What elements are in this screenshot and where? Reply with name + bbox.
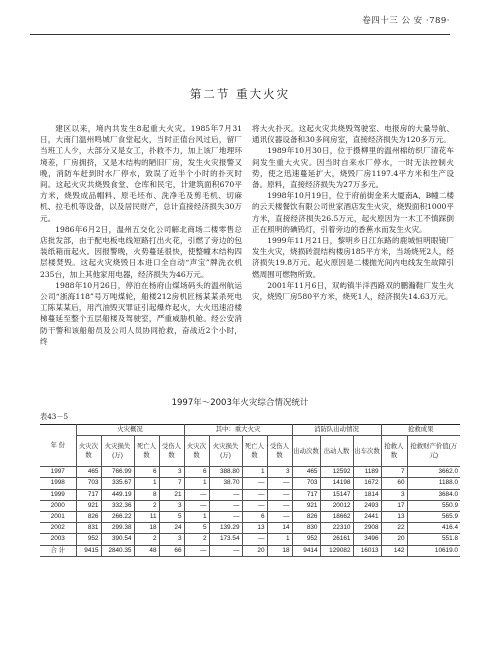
table-cell: 299.38 bbox=[101, 523, 134, 534]
table-cell: 388.80 bbox=[209, 467, 242, 478]
table-cell: 14 bbox=[267, 523, 292, 534]
table-cell: 952 bbox=[76, 534, 101, 545]
year-cell: 2003 bbox=[40, 534, 76, 545]
table-cell: 18 bbox=[134, 523, 159, 534]
section-title: 第二节 重大火灾 bbox=[189, 87, 291, 101]
table-cell: 9414 bbox=[292, 545, 320, 556]
column-header: 死亡人数 bbox=[134, 436, 159, 467]
table-cell: 2840.35 bbox=[101, 545, 134, 556]
table-cell: 551.8 bbox=[407, 534, 460, 545]
group-header: 其中：重大火灾 bbox=[184, 425, 292, 436]
table-cell: 717 bbox=[76, 489, 101, 500]
column-header: 受伤人数 bbox=[267, 436, 292, 467]
table-cell: — bbox=[267, 500, 292, 511]
table-cell: 9415 bbox=[76, 545, 101, 556]
table-cell: — bbox=[242, 534, 267, 545]
table-cell: 13 bbox=[242, 523, 267, 534]
table-cell: 22 bbox=[381, 523, 407, 534]
table-cell: 13 bbox=[381, 512, 407, 523]
table-group-header-row bbox=[40, 425, 460, 436]
table-cell: 1188.0 bbox=[407, 478, 460, 489]
table-cell: 22310 bbox=[320, 523, 353, 534]
table-row bbox=[40, 534, 460, 545]
table-cell: 335.67 bbox=[101, 478, 134, 489]
table-cell: 66 bbox=[159, 545, 184, 556]
table-cell: 3 bbox=[267, 467, 292, 478]
table-cell: 38.70 bbox=[209, 478, 242, 489]
page-header bbox=[30, 10, 450, 35]
right-column bbox=[252, 123, 454, 302]
table-cell: 3684.0 bbox=[407, 489, 460, 500]
table-cell: 16013 bbox=[353, 545, 381, 556]
table-cell: 565.9 bbox=[407, 512, 460, 523]
table-cell: 7 bbox=[381, 467, 407, 478]
table-cell: 12592 bbox=[320, 467, 353, 478]
paragraph: 1988年10月26日，停泊在杨府山煤场码头的温州航运公司“浙海118”号万吨煤轮，船楼212房机匠杨某某杀死电工陈某某后，用汽油毁灭罪证引起爆炸起火，大火迅速沿楼梯蔓延至整个五层船楼及驾驶室，严重威胁机舱。经公安消防干警和该船船员及公司人员协同抢救，奋战近2个小时，终 bbox=[40, 280, 242, 346]
table-cell: 2908 bbox=[353, 523, 381, 534]
table-cell: 20012 bbox=[320, 500, 353, 511]
column-header: 火灾损失(万) bbox=[101, 436, 134, 467]
table-cell: 1 bbox=[242, 467, 267, 478]
paragraph: 1986年6月2日，温州五交化公司解北商场二楼零售总店批发部，由于配电板电线短路打出火花，引燃了旁边的包装纸箱而起火。因报警晚，火势蔓延很快，使整幢木结构四层楼焚毁。这起火灾烧毁日本进口全自动“声宝”牌洗衣机235台，加上其他家用电器，经济损失为46万元。 bbox=[40, 224, 242, 279]
table-cell: 6 bbox=[134, 467, 159, 478]
paragraph: 2001年11月6日，双屿镇半洋西路双的鹏瀚鞋厂发生火灾，烧毁厂房580平方米，烧死1人，经济损失14.63万元。 bbox=[252, 280, 454, 302]
table-cell: — bbox=[209, 500, 242, 511]
table-cell: 3662.0 bbox=[407, 467, 460, 478]
table-cell: 20 bbox=[381, 534, 407, 545]
table-row bbox=[40, 489, 460, 500]
table-cell: — bbox=[209, 545, 242, 556]
table-cell: 14198 bbox=[320, 478, 353, 489]
column-header: 火灾次数 bbox=[76, 436, 101, 467]
table-cell: 921 bbox=[76, 500, 101, 511]
table-row bbox=[40, 545, 460, 556]
table-cell: — bbox=[209, 489, 242, 500]
table-cell: 18 bbox=[267, 545, 292, 556]
table-cell: 173.54 bbox=[209, 534, 242, 545]
table-cell: 139.29 bbox=[209, 523, 242, 534]
column-header: 受伤人数 bbox=[159, 436, 184, 467]
table-cell: 21 bbox=[159, 489, 184, 500]
table-cell: 717 bbox=[292, 489, 320, 500]
left-column bbox=[40, 123, 242, 347]
table-cell: 8 bbox=[134, 489, 159, 500]
table-cell: — bbox=[242, 489, 267, 500]
table-label: 表43－5 bbox=[40, 412, 69, 421]
table-cell: — bbox=[267, 512, 292, 523]
year-cell: 1997 bbox=[40, 467, 76, 478]
year-cell: 2001 bbox=[40, 512, 76, 523]
year-cell: 1998 bbox=[40, 478, 76, 489]
table-cell: — bbox=[184, 489, 209, 500]
column-header: 死亡人数 bbox=[242, 436, 267, 467]
paragraph: 建区以来，境内共发生8起重大火灾。1985年7月31日，大南门温州鸣城厂食堂起火，当时正值台风过后，留厂当班工人少，大部分又是女工，扑救不力，加上该厂地理环境差，厂房拥挤，又是木结构的陋旧厂房，发生火灾报警又晚，消防车赶到时水厂停水，致误了近半个小时的扑灭时间。这起火灾共烧毁食堂、仓库和民宅，计建筑面积670平方米，烧毁成品帽料、原毛坯布、洗净毛及剪毛机、切麻机、拉毛机等设备，以及居民财产，总计直接经济损失30万元。 bbox=[40, 124, 242, 223]
table-cell: 129082 bbox=[320, 545, 353, 556]
group-header: 火灾概况 bbox=[76, 425, 184, 436]
paragraph: 1989年10月30日，位于摄柳里的温州棉纺织厂清花车间发生重大火灾。因当时自来水厂停水，一时无法控制火势，使之迅速蔓延扩大，烧毁厂房1197.4平方米和生产设备。原料，直接经济损失为27万多元。 bbox=[252, 146, 454, 190]
table-cell: 1814 bbox=[353, 489, 381, 500]
paragraph: 将大火扑灭。这起火灾共烧毁驾驶室、电报房的大量导航、通讯仪器设备和30多间房室，直接经济损失为120多万元。 bbox=[252, 124, 454, 145]
table-cell: 18662 bbox=[320, 512, 353, 523]
table-cell: 1 bbox=[267, 534, 292, 545]
table-cell: 48 bbox=[134, 545, 159, 556]
table-cell: — bbox=[267, 489, 292, 500]
column-header: 抢救财产价值(万元) bbox=[407, 436, 460, 467]
table-cell: 17 bbox=[381, 500, 407, 511]
table-cell: 6 bbox=[184, 467, 209, 478]
table-row bbox=[40, 478, 460, 489]
column-header: 出动人数 bbox=[320, 436, 353, 467]
year-cell: 合 计 bbox=[40, 545, 76, 556]
table-cell: — bbox=[242, 478, 267, 489]
table-cell: 416.4 bbox=[407, 523, 460, 534]
table-cell: — bbox=[267, 478, 292, 489]
running-head: 卷四十三 公 安 ·789· bbox=[362, 16, 450, 26]
table-cell: 952 bbox=[292, 534, 320, 545]
table-cell: 831 bbox=[76, 523, 101, 534]
table-cell: 2441 bbox=[353, 512, 381, 523]
table-cell: 24 bbox=[159, 523, 184, 534]
table-cell: 3 bbox=[381, 489, 407, 500]
table-row bbox=[40, 523, 460, 534]
table-cell: 11 bbox=[134, 512, 159, 523]
table-cell: 2 bbox=[184, 534, 209, 545]
table-row bbox=[40, 467, 460, 478]
table-cell: 1 bbox=[184, 512, 209, 523]
table-cell: 2 bbox=[134, 534, 159, 545]
table-cell: 60 bbox=[381, 478, 407, 489]
column-header: 出车次数 bbox=[353, 436, 381, 467]
table-cell: 830 bbox=[292, 523, 320, 534]
column-header: 火灾次数 bbox=[184, 436, 209, 467]
year-cell: 2002 bbox=[40, 523, 76, 534]
table-cell: 1189 bbox=[353, 467, 381, 478]
table-cell: — bbox=[209, 512, 242, 523]
group-header: 抢救成果 bbox=[381, 425, 460, 436]
column-header: 火灾损失(万) bbox=[209, 436, 242, 467]
table-cell: 3 bbox=[159, 467, 184, 478]
table-cell: 826 bbox=[76, 512, 101, 523]
table-row bbox=[40, 512, 460, 523]
paragraph: 1999年11月21日，黎明乡日江东路的鹿城恒明眼镜厂发生火灾，烧损砖混结构楼房185平方米，当场烧死2人，经济损失19.8万元。起火原因是二楼抛光间内电线发生故障引燃周围可燃物所致。 bbox=[252, 236, 454, 279]
column-header: 出动次数 bbox=[292, 436, 320, 467]
table-cell: — bbox=[242, 500, 267, 511]
table-cell: 6 bbox=[242, 512, 267, 523]
table-cell: 2493 bbox=[353, 500, 381, 511]
table-cell: 921 bbox=[292, 500, 320, 511]
table-cell: 1 bbox=[134, 478, 159, 489]
table-cell: 465 bbox=[76, 467, 101, 478]
table-cell: 332.36 bbox=[101, 500, 134, 511]
column-header: 抢救人数 bbox=[381, 436, 407, 467]
table-cell: 10619.0 bbox=[407, 545, 460, 556]
table-cell: 550.9 bbox=[407, 500, 460, 511]
table-title: 1997年～2003年火灾综合情况统计 bbox=[171, 398, 309, 408]
table-cell: 766.99 bbox=[101, 467, 134, 478]
table-cell: 449.19 bbox=[101, 489, 134, 500]
table-cell: 2 bbox=[134, 500, 159, 511]
year-cell: 2000 bbox=[40, 500, 76, 511]
year-header: 年 份 bbox=[40, 425, 76, 467]
year-cell: 1999 bbox=[40, 489, 76, 500]
table-cell: — bbox=[184, 500, 209, 511]
table-row bbox=[40, 500, 460, 511]
table-cell: 1672 bbox=[353, 478, 381, 489]
table-cell: 20 bbox=[242, 545, 267, 556]
table-cell: 390.54 bbox=[101, 534, 134, 545]
table-cell: 703 bbox=[76, 478, 101, 489]
table-cell: 826 bbox=[292, 512, 320, 523]
table-cell: 465 bbox=[292, 467, 320, 478]
table-cell: 7 bbox=[159, 478, 184, 489]
table-cell: 266.22 bbox=[101, 512, 134, 523]
table-cell: 3496 bbox=[353, 534, 381, 545]
group-header: 消防队出动情况 bbox=[292, 425, 381, 436]
table-cell: 26161 bbox=[320, 534, 353, 545]
table-body bbox=[40, 467, 460, 557]
table-cell: 15147 bbox=[320, 489, 353, 500]
table-cell: 1 bbox=[184, 478, 209, 489]
paragraph: 1998年10月19日，位于府前街金来大厦南A、B幢二楼的云天楼餐饮有限公司世家酒店发生火灾，烧毁面积1000平方米，直接经济损失26.5万元，起火原因为一木工不慎踩倒正在照明的碘钨灯，引着旁边的香蕉水而发生火灾。 bbox=[252, 191, 454, 234]
table-cell: 5 bbox=[184, 523, 209, 534]
table-cell: — bbox=[184, 545, 209, 556]
fire-statistics-table bbox=[40, 424, 460, 557]
table-cell: 3 bbox=[159, 500, 184, 511]
table-cell: 142 bbox=[381, 545, 407, 556]
table-cell: 703 bbox=[292, 478, 320, 489]
table-cell: 3 bbox=[159, 534, 184, 545]
table-cell: 5 bbox=[159, 512, 184, 523]
table-subheader-row bbox=[40, 436, 460, 467]
